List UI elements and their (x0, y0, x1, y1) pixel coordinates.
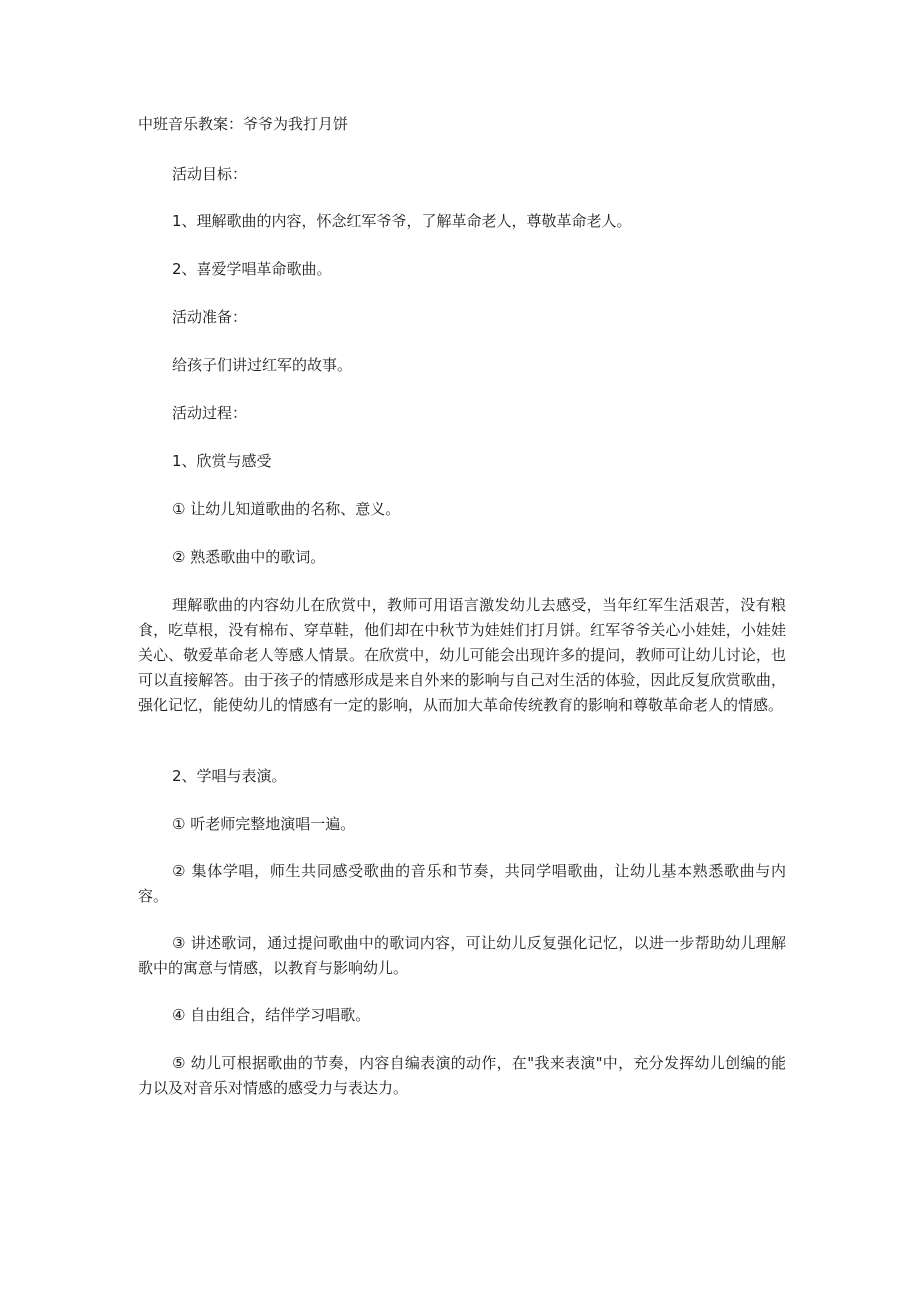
goal-item-1: 1、理解歌曲的内容，怀念红军爷爷，了解革命老人，尊敬革命老人。 (172, 212, 632, 230)
step-1-heading: 1、欣赏与感受 (172, 452, 272, 470)
goals-heading: 活动目标： (172, 165, 248, 183)
step-2-item-d: ④ 自由组合，结伴学习唱歌。 (172, 1006, 371, 1024)
step-1-item-b: ② 熟悉歌曲中的歌词。 (172, 548, 326, 566)
step-2-heading: 2、学唱与表演。 (172, 767, 287, 785)
step-2-item-a: ① 听老师完整地演唱一遍。 (172, 815, 356, 833)
step-2-item-c: ③ 讲述歌词，通过提问歌曲中的歌词内容，可让幼儿反复强化记忆，以进一步帮助幼儿理解歌中的寓意与情感，以教育与影响幼儿。 (138, 934, 786, 977)
step-2-item-e: ⑤ 幼儿可根据歌曲的节奏，内容自编表演的动作，在"我来表演"中，充分发挥幼儿创编的能力以及对音乐对情感的感受力与表达力。 (138, 1054, 786, 1097)
prep-heading: 活动准备： (172, 308, 248, 326)
step-1-item-a: ① 让幼儿知道歌曲的名称、意义。 (172, 500, 401, 518)
document-title: 中班音乐教案：爷爷为我打月饼 (138, 115, 349, 133)
goal-item-2: 2、喜爱学唱革命歌曲。 (172, 260, 332, 278)
process-heading: 活动过程： (172, 404, 248, 422)
prep-text: 给孩子们讲过红军的故事。 (172, 356, 353, 374)
step-2-item-b: ② 集体学唱，师生共同感受歌曲的音乐和节奏，共同学唱歌曲，让幼儿基本熟悉歌曲与内容。 (138, 862, 786, 905)
step-1-paragraph: 理解歌曲的内容幼儿在欣赏中，教师可用语言激发幼儿去感受，当年红军生活艰苦，没有粮食，吃草根，没有棉布、穿草鞋，他们却在中秋节为娃娃们打月饼。红军爷爷关心小娃娃，小娃娃关心、敬爱革命老人等感人情景。在欣赏中，幼儿可能会出现许多的提问，教师可让幼儿讨论，也可以直接解答。由于孩子的情感形成是来自外来的影响与自己对生活的体验，因此反复欣赏歌曲，强化记忆，能使幼儿的情感有一定的影响，从而加大革命传统教育的影响和尊敬革命老人的情感。 (138, 596, 786, 714)
